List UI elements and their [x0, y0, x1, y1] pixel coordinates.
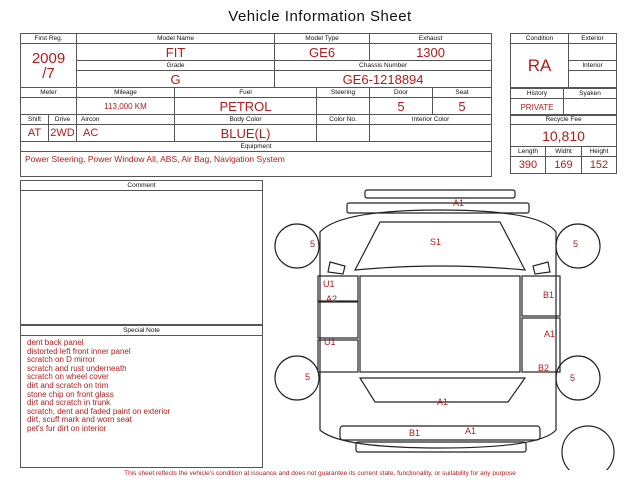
history-label: History: [511, 89, 564, 99]
body-color-value: BLUE(L): [175, 125, 317, 142]
seat-label: Seat: [433, 88, 492, 98]
color-no-value: [317, 125, 370, 142]
steering-value: [317, 98, 370, 115]
spare-tire-icon: [562, 426, 614, 470]
door-value: 5: [370, 98, 433, 115]
sheet-title: Vehicle Information Sheet: [228, 8, 412, 25]
car-damage-diagram: [270, 182, 640, 470]
right-mirror: [533, 262, 550, 274]
height-label: Height: [582, 147, 617, 157]
interior-value: [569, 71, 617, 88]
exterior-label: Exterior: [569, 34, 617, 44]
aircon-label: Aircon: [77, 115, 175, 125]
drive-label: Drive: [49, 115, 77, 125]
wheel-rear-left-icon: [275, 356, 319, 400]
grade-label: Grade: [77, 61, 275, 71]
exterior-value: [569, 44, 617, 61]
steering-label: Steering: [317, 88, 370, 98]
note-item: scratch on wheel cover: [27, 372, 109, 382]
mark-wheel-fr: 5: [573, 239, 579, 249]
mark-wheel-rr: 5: [570, 373, 576, 383]
special-note-box: [20, 325, 263, 468]
width-value: 169: [546, 157, 582, 174]
mark-rear-2: A1: [465, 426, 477, 436]
rear-bumper-outline: [340, 426, 540, 440]
condition-label: Condition: [511, 34, 569, 44]
mark-left-1: U1: [323, 279, 335, 289]
note-item: dirt, scuff mark and worn seat: [27, 415, 132, 425]
fuel-label: Fuel: [175, 88, 317, 98]
special-note-list: [21, 336, 262, 437]
left-panel-2: [318, 302, 358, 338]
mark-right-2: A1: [544, 329, 556, 339]
note-item: dirt and scratch on trim: [27, 380, 109, 390]
model-name-label: Model Name: [77, 34, 275, 44]
meter-value: [21, 98, 77, 115]
special-note-label: Special Note: [21, 326, 262, 336]
mark-left-3: U1: [324, 337, 336, 347]
recycle-fee-value: 10,810: [511, 125, 617, 147]
grille-outline: [347, 203, 529, 213]
note-item: distorted left front inner panel: [27, 346, 131, 356]
vehicle-info-grid: [20, 33, 492, 177]
aircon-value: AC: [77, 125, 175, 142]
mark-wheel-fl: 5: [310, 239, 316, 249]
model-name-value: FIT: [77, 44, 275, 61]
mark-left-2: A2: [326, 294, 338, 304]
condition-grid: [510, 33, 617, 88]
disclaimer-footer: This sheet reflects the vehicle's condition at issuance and does not guarantee its current state, functionality, or suitability for any purpose: [124, 470, 516, 477]
mark-front: A1: [453, 198, 465, 208]
mark-glass: S1: [430, 237, 442, 247]
mark-right-3: B2: [538, 363, 550, 373]
wheel-rear-right-icon: [556, 356, 600, 400]
interior-label: Interior: [569, 61, 617, 71]
first-reg-month: /7: [42, 64, 55, 82]
first-reg-value: [21, 44, 77, 88]
left-mirror: [328, 262, 345, 274]
mark-rear: A1: [437, 397, 449, 407]
width-label: Widht: [546, 147, 582, 157]
mark-bumper: B1: [409, 428, 421, 438]
note-item: stone chip on front glass: [27, 389, 114, 399]
drive-value: 2WD: [49, 125, 77, 142]
history-value: PRIVATE: [511, 99, 564, 116]
length-label: Length: [511, 147, 546, 157]
note-item: dirt and scratch in trunk: [27, 398, 111, 408]
model-type-label: Model Type: [275, 34, 370, 44]
shift-value: AT: [21, 125, 49, 142]
chassis-label: Chassis Number: [275, 61, 492, 71]
height-value: 152: [582, 157, 617, 174]
equipment-label: Equipment: [21, 142, 492, 152]
recycle-grid: [510, 114, 617, 174]
mileage-label: Mileage: [77, 88, 175, 98]
length-value: 390: [511, 157, 546, 174]
shift-label: Shift: [21, 115, 49, 125]
fuel-value: PETROL: [175, 98, 317, 115]
chassis-value: GE6-1218894: [275, 71, 492, 88]
right-panel-1: [522, 276, 560, 316]
first-reg-year: 2009: [31, 49, 66, 67]
recycle-fee-label: Recycle Fee: [511, 115, 617, 125]
note-item: scratch and rust underneath: [27, 363, 127, 373]
door-label: Door: [370, 88, 433, 98]
model-type-value: GE6: [275, 44, 370, 61]
exhaust-label: Exhaust: [370, 34, 492, 44]
interior-color-value: [370, 125, 492, 142]
syaken-label: Syaken: [564, 89, 617, 99]
interior-color-label: Interior Color: [370, 115, 492, 125]
meter-label: Meter: [21, 88, 77, 98]
rear-step-outline: [356, 442, 526, 452]
grade-value: G: [77, 71, 275, 88]
first-reg-label: First Reg.: [21, 34, 77, 44]
front-bumper-outline: [365, 190, 515, 198]
note-item: pet's fur dirt on interior: [27, 423, 107, 433]
seat-value: 5: [433, 98, 492, 115]
color-no-label: Color No.: [317, 115, 370, 125]
note-item: scratch, dent and faded paint on exterior: [27, 406, 171, 416]
mark-right-1: B1: [543, 290, 555, 300]
comment-box: [20, 180, 263, 325]
mileage-value: 113,000 KM: [77, 98, 175, 115]
mark-wheel-rl: 5: [305, 372, 311, 382]
note-item: scratch on D mirror: [27, 355, 96, 365]
history-grid: [510, 88, 617, 116]
roof-outline: [360, 276, 520, 372]
exhaust-value: 1300: [370, 44, 492, 61]
condition-value: RA: [511, 44, 569, 88]
body-color-label: Body Color: [175, 115, 317, 125]
equipment-value: Power Steering, Power Window All, ABS, Air Bag, Navigation System: [21, 152, 492, 177]
comment-label: Comment: [21, 181, 262, 191]
syaken-value: [564, 99, 617, 116]
note-item: dent back panel: [27, 338, 84, 347]
